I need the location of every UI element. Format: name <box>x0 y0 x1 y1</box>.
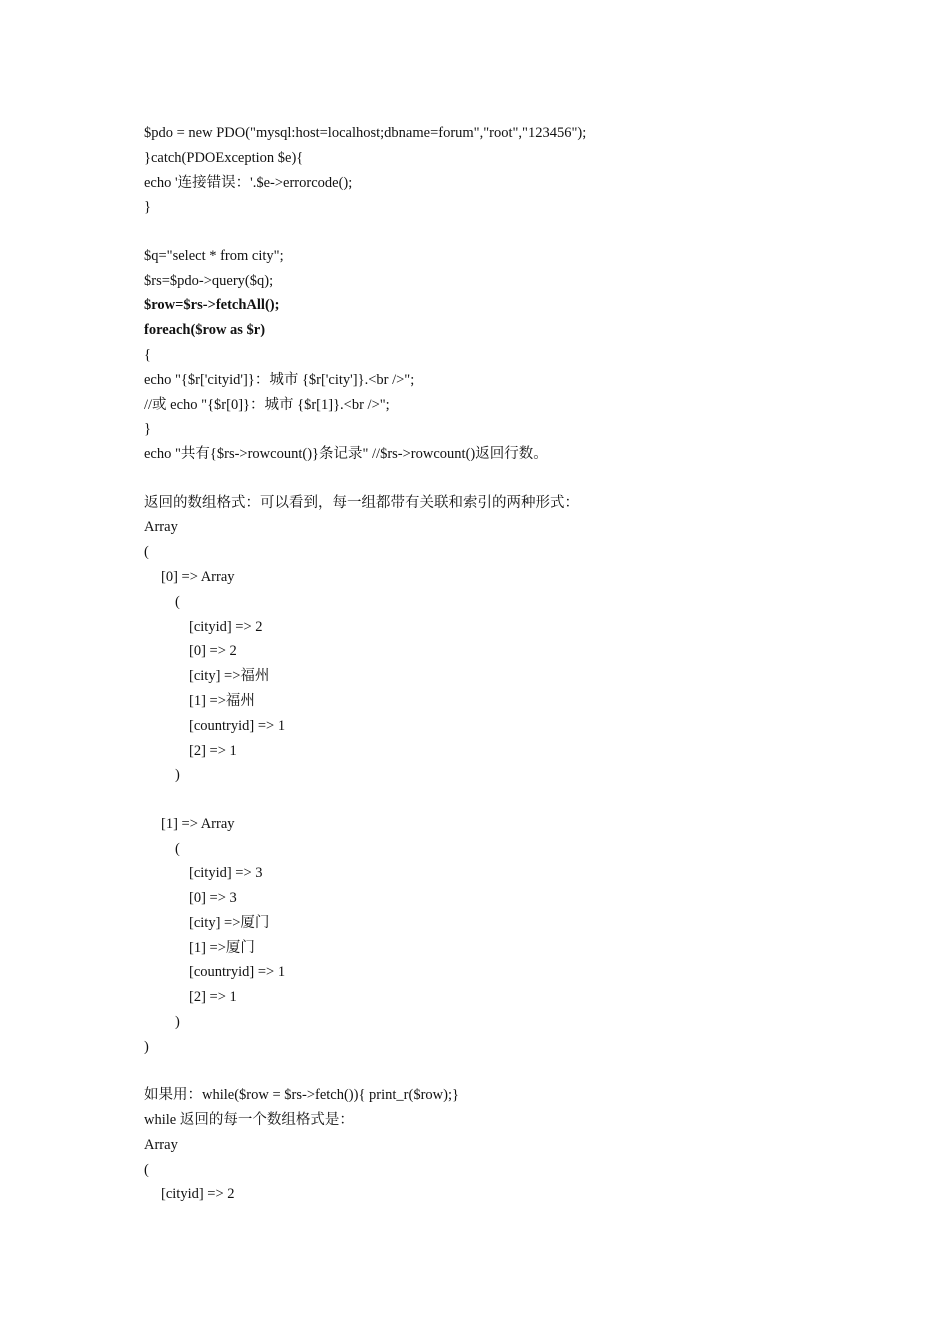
while-line: 如果用：while($row = $rs->fetch()){ print_r($row);} <box>144 1087 459 1104</box>
array-line: [countryid] => 1 <box>189 717 286 734</box>
paragraph-gap <box>144 1060 904 1084</box>
code-line-bold: $row=$rs->fetchAll(); <box>144 297 280 314</box>
array-line: Array <box>144 519 178 536</box>
array-line: [1] =>福州 <box>189 692 255 709</box>
array-intro: 返回的数组格式：可以看到，每一组都带有关联和索引的两种形式： <box>144 494 579 511</box>
array-line: ) <box>144 1038 149 1055</box>
code-line: } <box>144 199 151 216</box>
array-line: ) <box>175 767 180 784</box>
document-body <box>144 121 904 1207</box>
array-line: [cityid] => 3 <box>189 865 263 882</box>
array-line: [cityid] => 2 <box>189 618 263 635</box>
array-line: [city] =>福州 <box>189 668 270 685</box>
code-line: } <box>144 421 151 438</box>
code-line-bold: foreach($row as $r) <box>144 322 266 339</box>
code-line: echo "共有{$rs->rowcount()}条记录" //$rs->rowcount()返回行数。 <box>144 446 548 463</box>
array-line: ( <box>175 840 180 857</box>
code-line: }catch(PDOException $e){ <box>144 149 304 166</box>
while-line: ( <box>144 1161 149 1178</box>
array-line: [0] => Array <box>161 568 235 585</box>
array-line: [0] => 3 <box>189 890 237 907</box>
code-line: echo '连接错误：'.$e->errorcode(); <box>144 174 353 191</box>
array-line: ( <box>175 593 180 610</box>
array-line: [2] => 1 <box>189 742 237 759</box>
array-line: [city] =>厦门 <box>189 914 270 931</box>
array-line: [1] => Array <box>161 815 235 832</box>
paragraph-gap <box>144 220 904 244</box>
array-line: [2] => 1 <box>189 989 237 1006</box>
while-line: [cityid] => 2 <box>161 1186 235 1203</box>
while-line: Array <box>144 1136 178 1153</box>
paragraph-gap <box>144 788 904 812</box>
array-line: [1] =>厦门 <box>189 939 255 956</box>
code-line: { <box>144 346 151 363</box>
code-line: $rs=$pdo->query($q); <box>144 272 274 289</box>
array-line: ) <box>175 1014 180 1031</box>
array-line: [countryid] => 1 <box>189 964 286 981</box>
array-line: ( <box>144 544 149 561</box>
code-line: $q="select * from city"; <box>144 247 284 264</box>
while-line: while 返回的每一个数组格式是： <box>144 1112 354 1129</box>
code-line: echo "{$r['cityid']}：城市 {$r['city']}.<br />"; <box>144 371 415 388</box>
code-line: //或 echo "{$r[0]}：城市 {$r[1]}.<br />"; <box>144 396 390 413</box>
array-line: [0] => 2 <box>189 643 237 660</box>
paragraph-gap <box>144 467 904 491</box>
code-line: $pdo = new PDO("mysql:host=localhost;dbname=forum","root","123456"); <box>144 125 587 141</box>
